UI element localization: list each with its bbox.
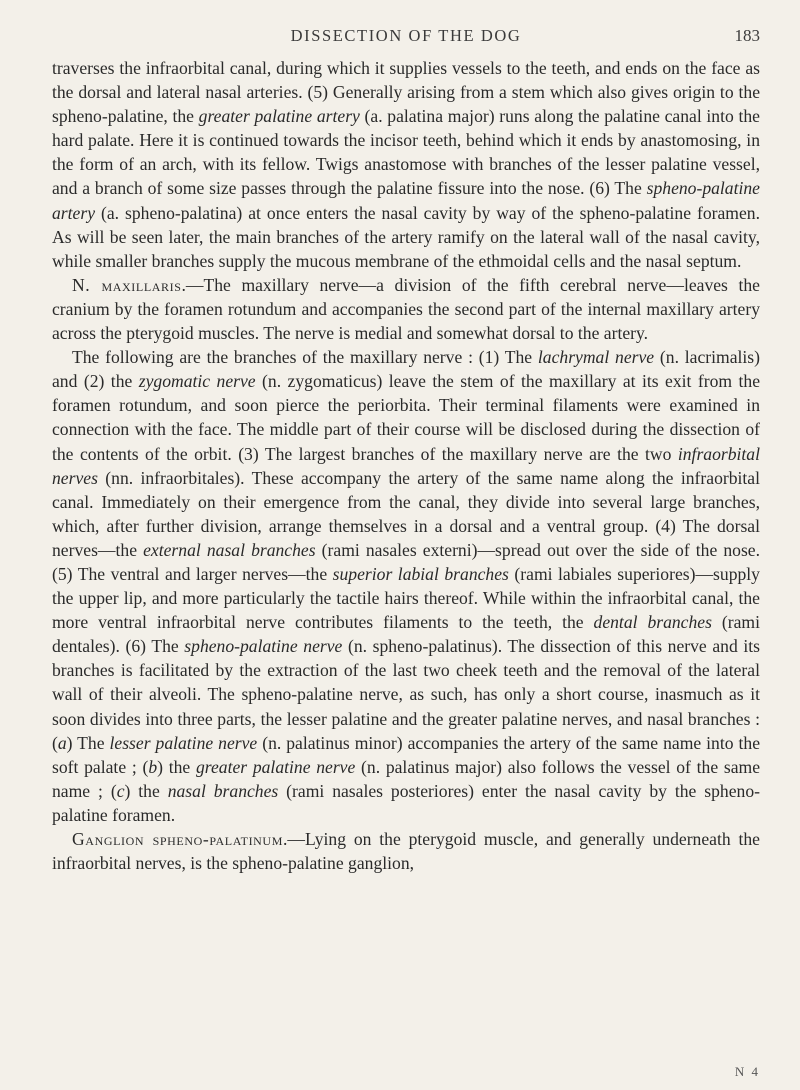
italic-term: spheno-palatine nerve: [184, 636, 343, 657]
paragraph-maxillary-branches: [52, 345, 760, 827]
text-run: (n. palatinus major) also follows the vessel of the same name ; (: [52, 756, 761, 801]
italic-term: lachrymal nerve: [537, 347, 655, 368]
text-run: (rami dentales). (6) The: [52, 612, 760, 657]
italic-term: nasal branches: [167, 780, 279, 801]
italic-term: b: [148, 756, 158, 777]
paragraph-arteries-continued: [52, 56, 760, 273]
text-run: ) The: [66, 732, 110, 753]
page-number: 183: [734, 26, 760, 45]
text-run: (n. palatinus minor) accompanies the artery of the same name into the soft palate ; (: [52, 732, 760, 777]
paragraph-maxillary-nerve: [52, 273, 760, 345]
text-run: ) the: [124, 780, 168, 801]
section-lead-heading: Ganglion spheno-palatinum: [72, 829, 283, 849]
italic-term: spheno-palatine artery: [52, 178, 760, 223]
body-text: [52, 56, 760, 875]
italic-term: zygomatic nerve: [138, 371, 256, 392]
text-run: (rami labiales superiores)—supply the upper lip, and more particularly the tactile hairs thereof. While within the infraorbital canal, the more ventral infraorbital nerve contributes filaments to the teeth, the: [52, 563, 760, 633]
paragraph-sphenopalatine-ganglion: [52, 827, 760, 875]
text-run: (rami nasales externi)—spread out over the side of the nose. (5) The ventral and larger nerves—the: [52, 539, 761, 584]
text-run: (n. lacrimalis) and (2) the: [52, 347, 761, 392]
italic-term: dental branches: [593, 612, 712, 633]
italic-term: c: [116, 780, 125, 801]
italic-term: greater palatine artery: [198, 106, 360, 127]
text-run: (n. spheno-palatinus). The dissection of this nerve and its branches is facilitated by the extraction of the last two cheek teeth and the removal of the lateral wall of their alveoli. The spheno-palatine nerve, as such, has only a short course, inasmuch as it soon divides into three parts, the lesser palatine and the greater palatine nerves, and nasal branches : (: [52, 636, 760, 753]
italic-term: a: [57, 732, 67, 753]
text-run: The following are the branches of the maxillary nerve : (1) The: [72, 347, 538, 368]
running-header: [52, 10, 760, 44]
printer-signature-mark: N 4: [734, 1064, 760, 1079]
text-run: (n. zygomaticus) leave the stem of the maxillary at its exit from the foramen rotundum, and soon pierce the periorbita. Their terminal filaments were examined in connection with the face. The middle part of their course will be disclosed during the dissection of the contents of the orbit. (3) The largest branches of the maxillary nerve are the two: [52, 371, 760, 464]
text-run: .—The maxillary nerve—a division of the fifth cerebral nerve—leaves the cranium by the foramen rotundum and accompanies the second part of the internal maxillary artery across the pterygoid muscles. The nerve is medial and somewhat dorsal to the artery.: [52, 274, 760, 344]
italic-term: lesser palatine nerve: [109, 732, 258, 753]
text-run: (rami nasales posteriores) enter the nasal cavity by the spheno-palatine foramen.: [52, 780, 760, 825]
italic-term: infraorbital nerves: [52, 443, 760, 488]
text-run: (a. spheno-palatina) at once enters the nasal cavity by way of the spheno-palatine foramen. As will be seen later, the main branches of the artery ramify on the lateral wall of the nasal cavity, while smaller branches supply the mucous membrane of the ethmoidal cells and the nasal septum.: [52, 202, 760, 271]
text-run: .—Lying on the pterygoid muscle, and generally underneath the infraorbital nerves, is the spheno-palatine ganglion,: [52, 829, 760, 874]
text-run: traverses the infraorbital canal, during which it supplies vessels to the teeth, and ends on the face as the dorsal and lateral nasal arteries. (5) Generally arising from a stem which also gives origin to the spheno-palatine, the: [52, 58, 760, 127]
text-run: (nn. infraorbitales). These accompany the artery of the same name along the infraorbital canal. Immediately on their emergence from the canal, they divide into several large branches, which, after further division, arrange themselves in a dorsal and a ventral group. (4) The dorsal nerves—the: [52, 467, 760, 560]
text-run: (a. palatina major) runs along the palatine canal into the hard palate. Here it is continued towards the incisor teeth, behind which it ends by anastomosing, in the form of an arch, with its fellow. Twigs anastomose with branches of the lesser palatine vessel, and a branch of some size passes through the palatine fissure into the nose. (6) The: [52, 106, 760, 199]
section-lead-heading: N. maxillaris: [72, 274, 182, 295]
italic-term: greater palatine nerve: [195, 756, 356, 777]
italic-term: external nasal branches: [143, 539, 316, 560]
italic-term: superior labial branches: [332, 563, 509, 584]
text-run: ) the: [157, 756, 196, 777]
running-title: DISSECTION OF THE DOG: [290, 26, 522, 45]
